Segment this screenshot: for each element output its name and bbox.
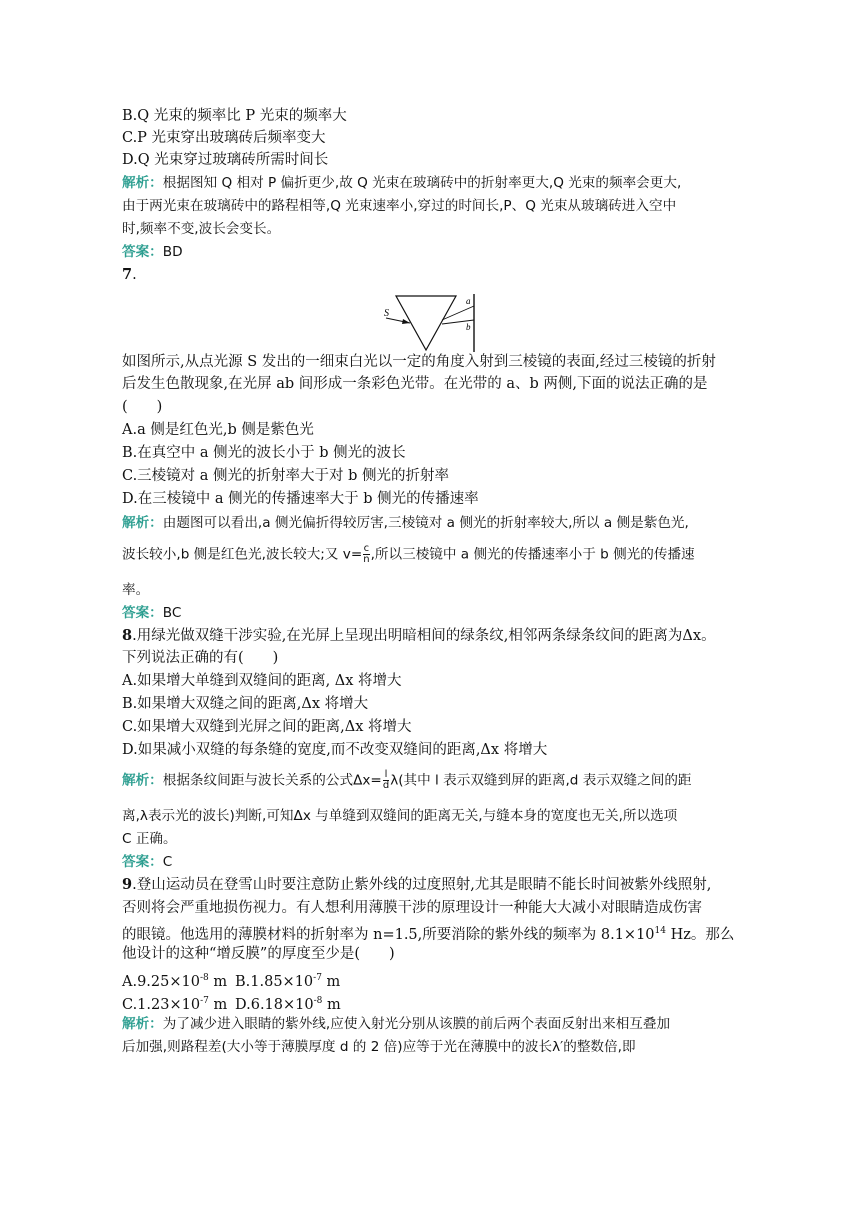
q8-option-c: C.如果增大双缝到光屏之间的距离,Δx 将增大 (122, 719, 412, 735)
q8-option-b: B.如果增大双缝之间的距离,Δx 将增大 (122, 696, 369, 712)
q9-stem-line-2: 否则将会严重地损伤视力。有人想利用薄膜干涉的原理设计一种能大大减小对眼睛造成伤害 (122, 900, 702, 916)
q7-stem-line-2: 后发生色散现象,在光屏 ab 间形成一条彩色光带。在光带的 a、b 两侧,下面的说法正确的是 (122, 376, 708, 392)
q8-solution-line-1: 解析：根据条纹间距与波长关系的公式Δx= $\frac{l}{d}$ λ(其中 l 表示双缝到屏的距离,d 表示双缝之间的距 (122, 769, 692, 791)
q7-solution-line-2: 波长较小,b 侧是红色光,波长较大;又 v= $\frac{c}{n}$ ,所以三棱镜中 a 侧光的传播速率小于 b 侧光的传播速 (122, 543, 695, 565)
answer-label: 答案： (122, 854, 163, 870)
q9-stem-line-3: 的眼镜。他选用的薄膜材料的折射率为 n=1.5,所要消除的紫外线的频率为 $8.1\times 10^{14}$ Hz。那么 (122, 926, 735, 943)
q7-number: 7. (122, 266, 137, 283)
q9-solution-line-2: 后加强,则路程差(大小等于薄膜厚度 d 的 2 倍)应等于光在薄膜中的波长λ′的整数倍,即 (122, 1039, 636, 1055)
q9-stem-line-1: 9.登山运动员在登雪山时要注意防止紫外线的过度照射,尤其是眼睛不能长时间被紫外线照射, (122, 876, 712, 893)
q9-option-b: $B.1.85\times 10^{-7}$ m (235, 973, 341, 990)
q8-solution-line-2: 离,λ表示光的波长)判断,可知Δx 与单缝到双缝间的距离无关,与缝本身的宽度也无关,所以选项 (122, 808, 678, 824)
answer-label: 答案： (122, 605, 163, 621)
q7-answer-value: BC (162, 605, 182, 621)
solution-label: 解析： (122, 772, 163, 789)
q7-solution-line-1 (122, 513, 689, 533)
q7-option-d: D.在三棱镜中 a 侧光的传播速率大于 b 侧光的传播速率 (122, 491, 479, 507)
q9-option-a: $A.9.25\times 10^{-8}$ m (122, 973, 228, 990)
prism-diagram (380, 292, 480, 356)
q6-answer-value: BD (162, 244, 183, 260)
q9-option-c: $C.1.23\times 10^{-7}$ m (122, 996, 228, 1013)
q8-answer-value: C (162, 854, 173, 870)
label-b: b (466, 322, 471, 332)
q7-option-a: A.a 侧是红色光,b 侧是紫色光 (122, 422, 314, 438)
q7-paren: ( ) (122, 399, 163, 415)
q7-solution-line-3: 率。 (122, 582, 150, 598)
q8-solution-line-3: C 正确。 (122, 831, 177, 847)
q7-stem-line-1: 如图所示,从点光源 S 发出的一细束白光以一定的角度入射到三棱镜的表面,经过三棱镜的折射 (122, 354, 716, 370)
q8-stem-line-1: 8.用绿光做双缝干涉实验,在光屏上呈现出明暗相间的绿条纹,相邻两条绿条纹间的距离为Δx。 (122, 627, 716, 644)
q9-solution-line-1: 解析：为了减少进入眼睛的紫外线,应使入射光分别从该膜的前后两个表面反射出来相互叠加 (122, 1016, 671, 1032)
q8-option-a: A.如果增大单缝到双缝间的距离, Δx 将增大 (122, 673, 402, 689)
q9-option-d: $D.6.18\times 10^{-8}$ m (235, 996, 341, 1013)
q6-option-c: C.P 光束穿出玻璃砖后频率变大 (122, 130, 326, 146)
q7-option-c: C.三棱镜对 a 侧光的折射率大于对 b 侧光的折射率 (122, 468, 450, 484)
q6-answer (122, 242, 183, 262)
q8-answer (122, 852, 172, 872)
solution-label: 解析： (122, 1016, 163, 1032)
q8-option-d: D.如果减小双缝的每条缝的宽度,而不改变双缝间的距离,Δx 将增大 (122, 742, 548, 758)
q7-answer (122, 603, 181, 623)
q8-stem-line-2: 下列说法正确的有( ) (122, 650, 279, 666)
answer-label: 答案： (122, 244, 163, 260)
q7-solution-text-1: 由题图可以看出,a 侧光偏折得较厉害,三棱镜对 a 侧光的折射率较大,所以 a 侧是紫色光, (162, 515, 689, 531)
q6-solution-line-3: 时,频率不变,波长会变长。 (122, 221, 281, 237)
solution-label: 解析： (122, 175, 163, 191)
solution-label: 解析： (122, 515, 163, 531)
fraction-c-over-n: $\frac{c}{n}$ (363, 543, 370, 565)
label-a: a (466, 296, 471, 306)
q9-stem-line-4: 他设计的这种“增反膜”的厚度至少是( ) (122, 946, 395, 962)
q6-solution-line-1 (122, 173, 681, 193)
q6-option-b: B.Q 光束的频率比 P 光束的频率大 (122, 108, 347, 124)
label-s: S (384, 308, 389, 319)
q6-solution-text-1: 根据图知 Q 相对 P 偏折更少,故 Q 光束在玻璃砖中的折射率更大,Q 光束的频率会更大, (162, 175, 682, 191)
q7-option-b: B.在真空中 a 侧光的波长小于 b 侧光的波长 (122, 445, 406, 461)
q6-option-d: D.Q 光束穿过玻璃砖所需时间长 (122, 152, 329, 168)
q6-solution-line-2: 由于两光束在玻璃砖中的路程相等,Q 光束速率小,穿过的时间长,P、Q 光束从玻璃砖进入空中 (122, 198, 677, 214)
fraction-l-over-d: $\frac{l}{d}$ (382, 769, 390, 791)
